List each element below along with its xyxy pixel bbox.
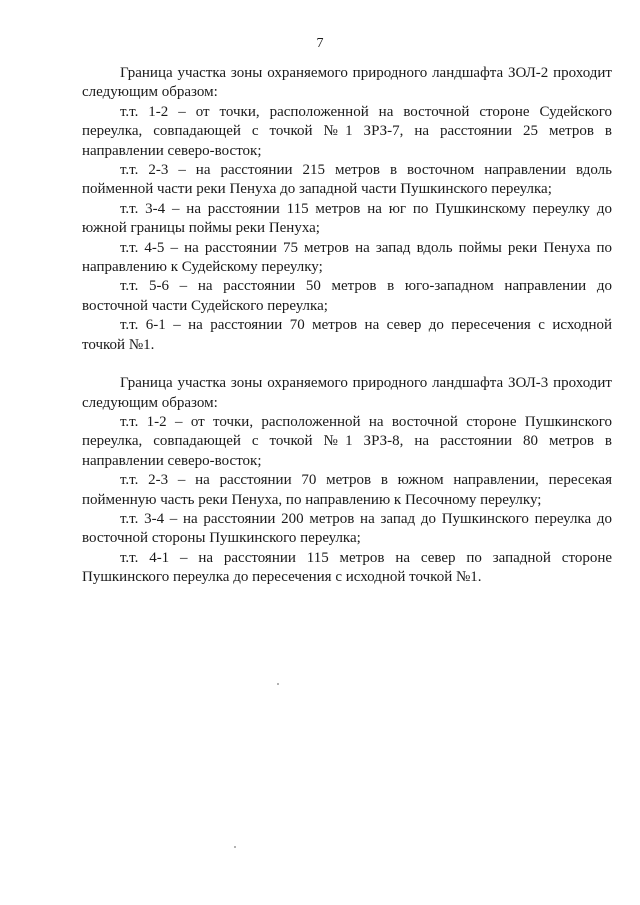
boundary-item: т.т. 3-4 – на расстоянии 115 метров на юг по Пушкинскому переулку до южной границы поймы реки Пенуха; [82, 200, 612, 237]
boundary-item: т.т. 1-2 – от точки, расположенной на восточной стороне Пушкинского переулка, совпадающей с точкой №1 ЗРЗ-8, на расстоянии 80 метров в направлении северо-восток; [82, 413, 612, 469]
boundary-item: т.т. 6-1 – на расстоянии 70 метров на север до пересечения с исходной точкой №1. [82, 317, 612, 353]
scan-speck [234, 846, 236, 848]
boundary-item: т.т. 5-6 – на расстоянии 50 метров в юго-западном направлении до восточной части Судейского переулка; [82, 278, 612, 314]
scan-speck [277, 683, 279, 685]
boundary-item: т.т. 1-2 – от точки, расположенной на восточной стороне Судейского переулка, совпадающей с точкой №1 ЗРЗ-7, на расстоянии 25 метров в направлении северо-восток; [82, 103, 612, 159]
section-zol-3 [82, 374, 612, 587]
section-intro: Граница участка зоны охраняемого природного ландшафта ЗОЛ-3 проходит следующим образом: [82, 375, 612, 411]
section-zol-2 [82, 64, 612, 355]
boundary-item: т.т. 2-3 – на расстоянии 215 метров в восточном направлении вдоль пойменной части реки Пенуха до западной части Пушкинского переулка; [82, 162, 612, 198]
boundary-item: т.т. 3-4 – на расстоянии 200 метров на запад до Пушкинского переулка до восточной стороны Пушкинского переулка; [82, 510, 612, 547]
boundary-item: т.т. 4-1 – на расстоянии 115 метров на север по западной стороне Пушкинского переулка до пересечения с исходной точкой №1. [82, 549, 612, 586]
document-body [82, 64, 612, 588]
boundary-item: т.т. 2-3 – на расстоянии 70 метров в южном направлении, пересекая пойменную часть реки Пенуха, по направлению к Песочному переулку; [82, 472, 612, 508]
section-intro: Граница участка зоны охраняемого природного ландшафта ЗОЛ-2 проходит следующим образом: [82, 65, 612, 101]
boundary-item: т.т. 4-5 – на расстоянии 75 метров на запад вдоль поймы реки Пенуха по направлению к Судейскому переулку; [82, 239, 612, 276]
page-number: 7 [316, 36, 324, 51]
